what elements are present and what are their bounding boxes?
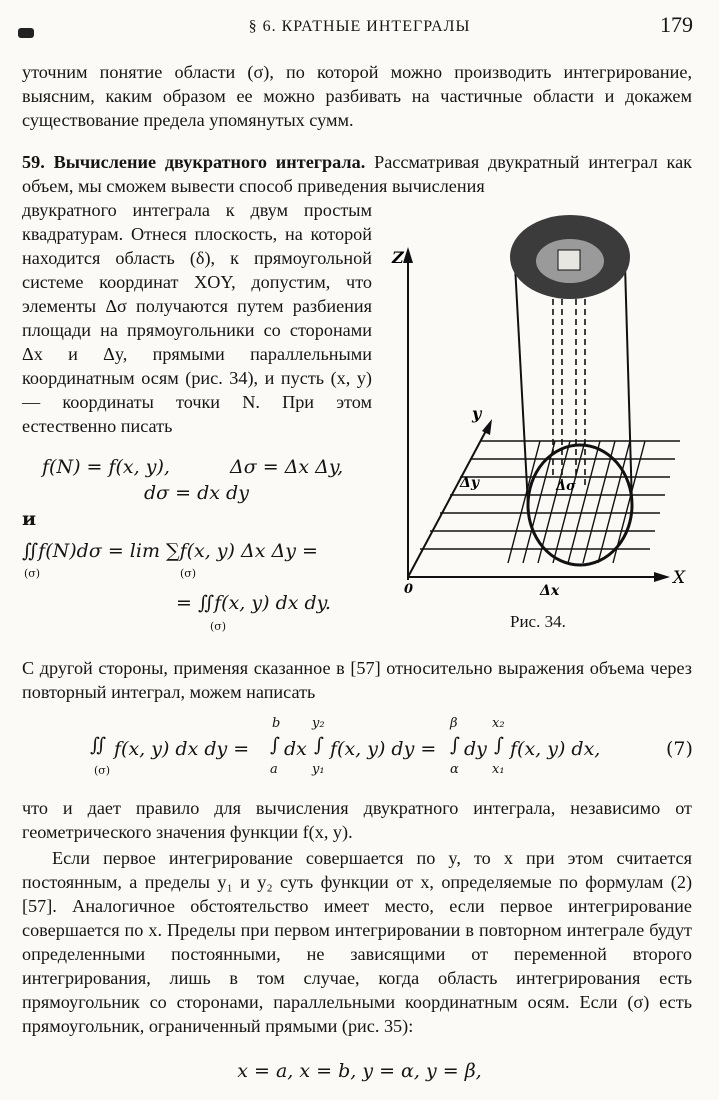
eq7-int2: ∫ (270, 734, 280, 756)
eq7-lim-x1: x₁ (492, 762, 505, 777)
equation-double-integral-result: = ∬f(x, y) dx dy. (176, 592, 331, 614)
z-label: Z (392, 248, 404, 267)
eq2-sub-result: (σ) (210, 620, 227, 633)
paragraph-3: что и дает правило для вычисления двукратного интеграла, независимо от геометрического значения функции f(x, y). (22, 798, 692, 842)
y-axis-arrow (482, 419, 492, 435)
origin-label: 0 (404, 582, 414, 597)
cylinder-right-edge (625, 265, 632, 505)
delta-sigma-label: Δσ (556, 479, 576, 494)
eq7-int4: ∫ (450, 734, 460, 756)
eq7-lhs: f(x, y) dx dy = (114, 738, 250, 760)
paragraph-1: уточним понятие области (σ), по которой можно производить интегрирование, выясним, каким образом ее можно разбивать на частичные области и докажем существование предела упомянутых сумм. (22, 62, 692, 130)
eq7-int1: ∬ (90, 734, 107, 756)
region-boundary (528, 445, 632, 565)
eq7-lim-y1: y₁ (312, 762, 325, 777)
paragraph-2: С другой стороны, применяя сказанное в [57] относительно выражения объема через повторный интеграл, можем написать (22, 658, 692, 702)
figure-34-drawing (390, 205, 700, 605)
eq2-sub-left: (σ) (24, 567, 41, 580)
eq7-rhs: dy (464, 738, 487, 760)
x-axis-arrow (654, 572, 670, 582)
paragraph-4: Если первое интегрирование совершается по y, то x при этом считается постоянным, а пределы y₁ и y₂ суть функции от x, определяемые по формулам (2) [57]. Аналогичное обстоятельство имеет место, если первое интегрирование совершается по x. Пределы при первом интегрировании в повторном интеграле будут определенными постоянными, не зависящими от переменной второго интегрирования, лишь в том случае, когда область интегрирования есть прямоугольник со сторонами, параллельными координатным осям. Если (σ) есть прямоугольник, ограниченный прямыми (рис. 35): (22, 848, 692, 1036)
eq7-mid: dx (284, 738, 307, 760)
section-title: 59. Вычисление двукратного интеграла. (22, 152, 366, 172)
eq7-lim-beta: β (450, 716, 458, 731)
equation-dsigma: dσ = dx dy (144, 482, 249, 504)
eq7-lim-y2: y₂ (312, 716, 325, 731)
figure-34 (390, 205, 700, 605)
equation-fN: f(N) = f(x, y), (42, 456, 170, 478)
eq7-lim-b: b (272, 716, 281, 731)
eq7-int3: ∫ (314, 734, 324, 756)
element-projection-lines (553, 285, 585, 485)
column-text: двукратного интеграла к двум простым квадратурам. Отнеся плоскость, на которой находится область (δ), к прямоугольной системе координат XOY, допустим, что элементы Δσ получаются путем разбиения площади на прямоугольники со сторонами Δx и Δy, прямыми параллельными координатным осям (рис. 34), и пусть (x, y) — координаты точки N. При этом естественно писать (22, 200, 372, 436)
section-59-heading (22, 150, 692, 198)
equation-dsigma-delta: Δσ = Δx Δy, (230, 456, 344, 478)
delta-x-label: Δx (540, 583, 560, 599)
eq7-int5: ∫ (494, 734, 504, 756)
eq7-lim-alpha: α (450, 762, 459, 777)
surface-element (558, 250, 580, 270)
eq7-mid2: f(x, y) dy = (330, 738, 437, 760)
equation-double-integral-sum: ∬f(N)dσ = lim ∑f(x, y) Δx Δy = (22, 540, 318, 562)
delta-y-label: Δy (460, 475, 479, 491)
eq7-number: (7) (666, 738, 693, 760)
eq2-sub-sum: (σ) (180, 567, 197, 580)
cylinder-left-edge (515, 265, 528, 505)
y-label: y (472, 404, 482, 423)
x-label: X (673, 568, 686, 588)
eq7-lim-x2: x₂ (492, 716, 505, 731)
running-header: § 6. КРАТНЫЕ ИНТЕГРАЛЫ (248, 18, 471, 35)
figure-caption: Рис. 34. (510, 612, 566, 631)
equation-7 (90, 716, 700, 788)
section-intro: Рассматривая двукратный интеграл как объем, мы сможем вывести способ приведения вычисления (22, 152, 692, 196)
eq7-lim-a: a (270, 762, 278, 777)
and-word: и (22, 508, 37, 530)
boundary-equations: x = a, x = b, y = α, y = β, (237, 1060, 482, 1082)
z-axis-arrow (403, 247, 413, 263)
eq7-rhs2: f(x, y) dx, (510, 738, 601, 760)
page-number: 179 (660, 12, 693, 37)
y-axis (408, 427, 488, 577)
eq7-sub: (σ) (94, 764, 111, 777)
